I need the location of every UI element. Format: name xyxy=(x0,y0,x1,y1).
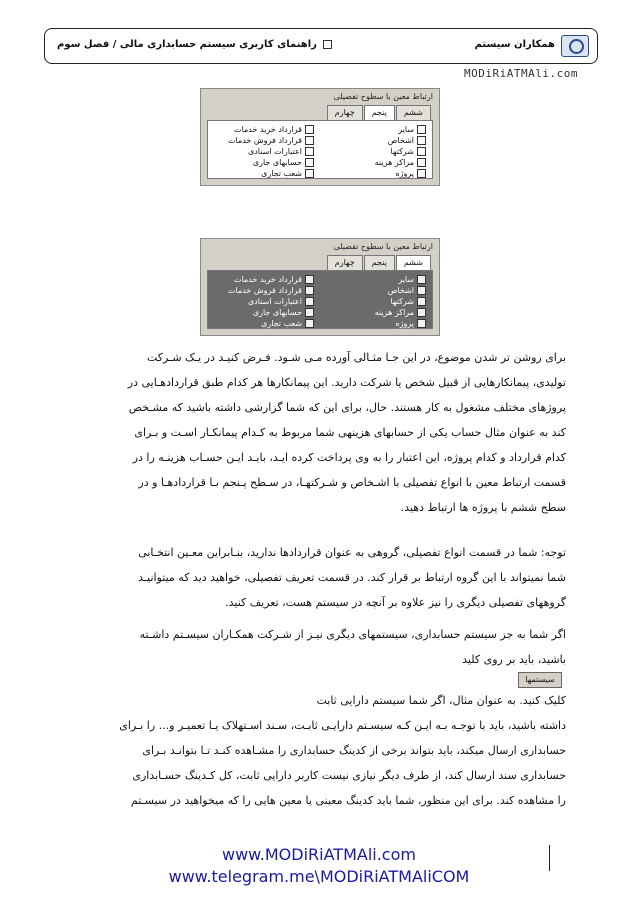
dialog-screenshot-2 xyxy=(200,238,440,336)
checkbox-icon[interactable] xyxy=(417,125,426,134)
checkbox-label: شعب تجاری xyxy=(261,319,302,328)
left-column xyxy=(214,124,314,178)
dialog-tabs xyxy=(326,255,431,271)
checkbox-item[interactable] xyxy=(214,285,314,296)
paragraph-line: شما نمیتواند با این گروه ارتباط بر قرار کند. در قسمت تعریف تفصیلی، خواهید دید که میتوانیـد xyxy=(138,571,566,584)
paragraph-line: حسابداری سند ارسال کند، از طرف دیگر نیازی نیست کاربر دارایی ثابت، کل کـدینگ حسـابداری xyxy=(132,769,566,782)
checkbox-label: قرارداد فروش خدمات xyxy=(227,286,302,295)
checkbox-icon[interactable] xyxy=(305,147,314,156)
checkbox-item[interactable] xyxy=(214,135,314,146)
footer-link-telegram[interactable]: www.telegram.me\MODiRiATMAliCOM xyxy=(168,867,470,886)
dialog-title: ارتباط معین با سطوح تفصیلی xyxy=(333,92,433,101)
checkbox-label: اشخاص xyxy=(387,286,414,295)
dialog-screenshot-1 xyxy=(200,88,440,186)
checkbox-icon[interactable] xyxy=(417,275,426,284)
right-column xyxy=(326,124,426,178)
checkbox-label: سایر xyxy=(398,275,414,284)
checkbox-item[interactable] xyxy=(326,135,426,146)
checkbox-item[interactable] xyxy=(214,124,314,135)
checkbox-panel xyxy=(207,120,433,179)
checkbox-item[interactable] xyxy=(214,274,314,285)
checkbox-item[interactable] xyxy=(326,124,426,135)
checkbox-icon[interactable] xyxy=(417,297,426,306)
paragraph-line: حسابداری ارسال میکند، باید بتواند برخی از کدینگ حسابداری را مشـاهده کنـد تـا بتوانـد بـرای xyxy=(142,744,566,757)
paragraph-systems xyxy=(76,622,566,813)
paragraph-line-with-button xyxy=(76,647,566,713)
checkbox-icon[interactable] xyxy=(305,319,314,328)
checkbox-icon[interactable] xyxy=(417,286,426,295)
checkbox-label: مراکز هزینه xyxy=(374,158,414,167)
checkbox-icon[interactable] xyxy=(417,308,426,317)
checkbox-label: شرکتها xyxy=(390,297,414,306)
tab-fifth[interactable]: پنجم xyxy=(364,255,395,271)
checkbox-label: حسابهای جاری xyxy=(252,308,302,317)
checkbox-item[interactable] xyxy=(326,296,426,307)
checkbox-icon[interactable] xyxy=(305,158,314,167)
dialog-tabs xyxy=(326,105,431,121)
site-text: MODiRiATMAli.com xyxy=(464,67,578,80)
paragraph-line: قسمت ارتباط معین با انواع تفصیلی با اشـخاص و شـرکتهـا، در سـطح پـنجم بـا قراردادهـا و در xyxy=(138,476,566,489)
paragraph-line: داشته باشید، باید با توجـه بـه ایـن کـه سیسـتم دارایـی ثابـت، سـند اسـتهلاک یـا تعمیـر و... را بـرای xyxy=(119,719,566,732)
paragraph-line: تولیدی، پیمانکارهایی از قبیل شخص یا شرکت دارید. این پیمانکارها هر کدام طبق قراردادهـایی در xyxy=(127,376,566,389)
dialog-title: ارتباط معین با سطوح تفصیلی xyxy=(333,242,433,251)
checkbox-item[interactable] xyxy=(326,146,426,157)
checkbox-label: سایر xyxy=(398,125,414,134)
checkbox-item[interactable] xyxy=(214,168,314,179)
checkbox-icon[interactable] xyxy=(417,136,426,145)
checkbox-item[interactable] xyxy=(326,168,426,179)
checkbox-label: اعتبارات اسنادی xyxy=(247,147,302,156)
checkbox-icon[interactable] xyxy=(305,286,314,295)
checkbox-label: قرارداد خرید خدمات xyxy=(234,275,302,284)
checkbox-label: مراکز هزینه xyxy=(374,308,414,317)
tab-fourth[interactable]: چهارم xyxy=(327,105,363,121)
checkbox-label: پروژه xyxy=(395,319,414,328)
checkbox-label: شعب تجاری xyxy=(261,169,302,178)
checkbox-item[interactable] xyxy=(214,146,314,157)
paragraph-line: پروژهای مختلف مشغول به کار هستند. حال، برای این که شما گزارشی داشته باشید که مشـخص xyxy=(128,401,566,414)
checkbox-item[interactable] xyxy=(214,296,314,307)
tab-fourth[interactable]: چهارم xyxy=(327,255,363,271)
checkbox-item[interactable] xyxy=(214,318,314,329)
left-column xyxy=(214,274,314,328)
header-box-icon xyxy=(323,40,332,49)
checkbox-icon[interactable] xyxy=(417,169,426,178)
header-title xyxy=(57,39,332,50)
tab-sixth[interactable]: ششم xyxy=(396,255,431,271)
checkbox-icon[interactable] xyxy=(305,136,314,145)
paragraph-line: کدام قرارداد و کدام پروژه، این اعتبار را به وی پرداخت کرده ایـد، بایـد ایـن حسـاب هزینـه را در xyxy=(132,451,566,464)
checkbox-item[interactable] xyxy=(326,157,426,168)
right-column xyxy=(326,274,426,328)
checkbox-icon[interactable] xyxy=(305,275,314,284)
checkbox-icon[interactable] xyxy=(417,158,426,167)
header-company: همکاران سیستم xyxy=(474,39,555,50)
checkbox-label: اعتبارات اسنادی xyxy=(247,297,302,306)
checkbox-panel xyxy=(207,270,433,329)
checkbox-item[interactable] xyxy=(214,157,314,168)
paragraph-line: توجه: شما در قسمت انواع تفصیلی، گروهی به عنوان قراردادها ندارید، بنـابراین معـین انتخـابی xyxy=(138,546,566,559)
checkbox-icon[interactable] xyxy=(305,297,314,306)
checkbox-label: شرکتها xyxy=(390,147,414,156)
checkbox-icon[interactable] xyxy=(305,308,314,317)
paragraph-line: اگر شما به جز سیستم حسابداری، سیستمهای دیگری نیـز از شـرکت همکـاران سیسـتم داشـته xyxy=(139,628,566,641)
paragraph-line: برای روشن تر شدن موضوع، در این جـا مثـالی آورده مـی شـود. فـرض کنیـد در یـک شـرکت xyxy=(147,351,566,364)
paragraph-example xyxy=(76,345,566,520)
checkbox-item[interactable] xyxy=(326,285,426,296)
header-title-text: راهنمای کاربری سیستم حسابداری مالی / فصل سوم xyxy=(57,39,317,50)
systems-button[interactable]: سیستمها xyxy=(518,672,562,688)
checkbox-label: قرارداد فروش خدمات xyxy=(227,136,302,145)
tab-fifth[interactable]: پنجم xyxy=(364,105,395,121)
checkbox-item[interactable] xyxy=(326,307,426,318)
paragraph-line: گروههای تفصیلی دیگری را نیز علاوه بر آنچه در سیستم هست، تعریف کنید. xyxy=(225,596,566,609)
line-text-after: کلیک کنید. به عنوان مثال، اگر شما سیستم دارایی ثابت xyxy=(316,694,566,707)
page-header xyxy=(44,28,598,64)
checkbox-icon[interactable] xyxy=(417,147,426,156)
checkbox-item[interactable] xyxy=(326,274,426,285)
checkbox-icon[interactable] xyxy=(305,169,314,178)
line-text-before: باشید، باید بر روی کلید xyxy=(462,653,566,666)
paragraph-line: را مشاهده کند. برای این منظور، شما باید کدینگ معینی یا معین هایی را که میخواهید در سیسـتم xyxy=(130,794,566,807)
tab-sixth[interactable]: ششم xyxy=(396,105,431,121)
paragraph-note xyxy=(76,540,566,615)
checkbox-icon[interactable] xyxy=(417,319,426,328)
checkbox-label: قرارداد خرید خدمات xyxy=(234,125,302,134)
paragraph-line: کند به عنوان مثال حساب یکی از حسابهای هزینهی شما مربوط به کـدام پیمانکـار اسـت و بـرای xyxy=(134,426,566,439)
paragraph-line: سطح ششم با پروژه ها ارتباط دهید. xyxy=(400,501,566,514)
checkbox-label: پروژه xyxy=(395,169,414,178)
checkbox-item[interactable] xyxy=(214,307,314,318)
checkbox-label: اشخاص xyxy=(387,136,414,145)
footer-link-site[interactable]: www.MODiRiATMAli.com xyxy=(222,845,416,864)
company-logo-icon xyxy=(561,35,589,57)
checkbox-label: حسابهای جاری xyxy=(252,158,302,167)
checkbox-icon[interactable] xyxy=(305,125,314,134)
checkbox-item[interactable] xyxy=(326,318,426,329)
